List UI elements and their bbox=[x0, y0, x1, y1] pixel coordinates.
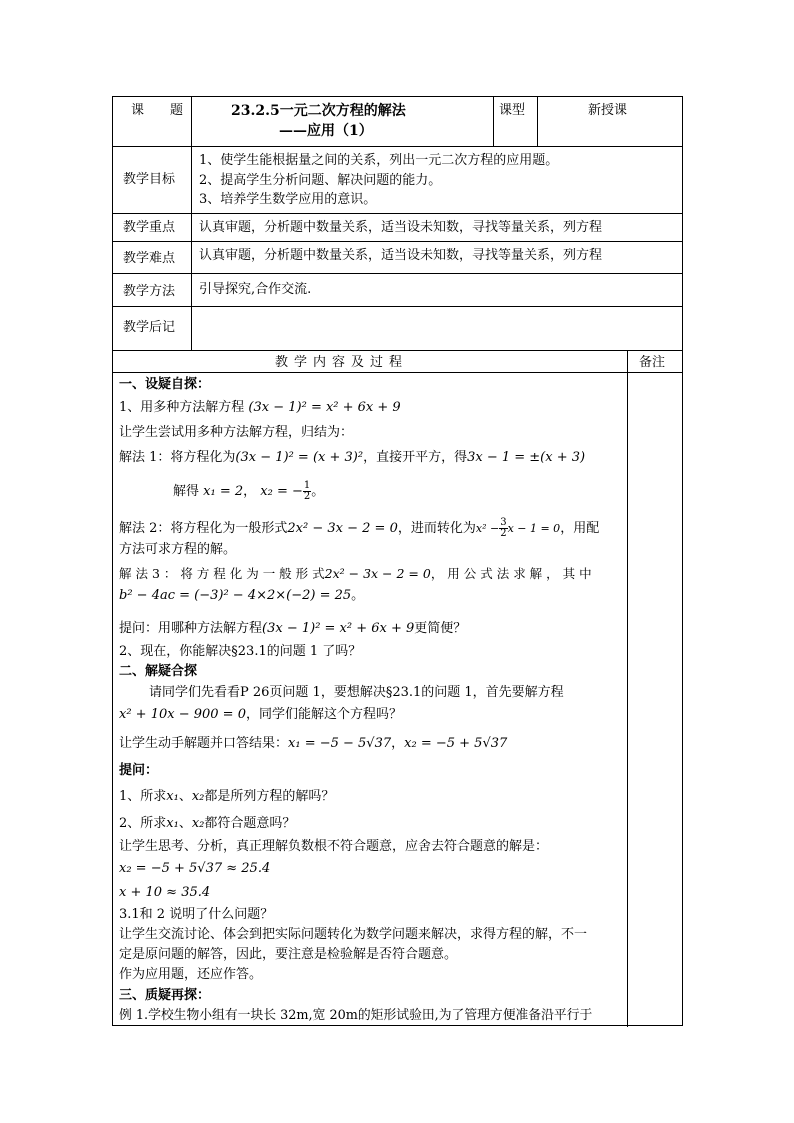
equation: x₁ = −5 − 5√37 bbox=[288, 736, 392, 751]
row-divider bbox=[113, 350, 682, 351]
difficulty-text: 认真审题，分析题中数量关系，适当设未知数，寻找等量关系，列方程 bbox=[199, 248, 603, 263]
equation: (3x − 1)² = x² + 6x + 9 bbox=[248, 400, 401, 415]
method-label: 教学方法 bbox=[123, 284, 176, 299]
row-divider bbox=[113, 306, 682, 307]
body-line: 2、现在，你能解决§23.1的问题 1 了吗？ bbox=[119, 644, 362, 659]
section-heading: 提问： bbox=[119, 763, 159, 778]
column-divider bbox=[191, 97, 192, 350]
lesson-subtitle: ——应用（1） bbox=[279, 123, 373, 139]
type-label: 课型 bbox=[499, 103, 526, 118]
goal-item: 3、培养学生数学应用的意识。 bbox=[199, 192, 377, 207]
equation: b² − 4ac = (−3)² − 4×2×(−2) = 25 bbox=[119, 588, 352, 603]
equation: 2x² − 3x − 2 = 0 bbox=[287, 521, 398, 536]
body-line: 1、用多种方法解方程 (3x − 1)² = x² + 6x + 9 bbox=[119, 400, 401, 415]
body-line: 作为应用题，还应作答。 bbox=[119, 967, 263, 982]
body-line: 方法可求方程的解。 bbox=[119, 542, 237, 557]
equation: x₂ = − bbox=[260, 484, 303, 499]
fraction: $\frac{3}{2}$ bbox=[500, 517, 507, 539]
goal-item: 2、提高学生分析问题、解决问题的能力。 bbox=[199, 173, 442, 188]
equation: x + 10 ≈ 35.4 bbox=[119, 885, 211, 900]
body-line: 解法 2：将方程化为一般形式2x² − 3x − 2 = 0，进而转化为x² − $\frac{3}{2}$ x − 1 = 0，用配 bbox=[119, 517, 600, 539]
body-line: 例 1.学校生物小组有一块长 32m,宽 20m的矩形试验田,为了管理方便准备沿平行于 bbox=[119, 1008, 593, 1023]
body-line: 定是原问题的解答，因此，要注意是检验解是否符合题意。 bbox=[119, 947, 458, 962]
body-line: 解法 1：将方程化为(3x − 1)² = (x + 3)²，直接开平方，得3x − 1 = ±(x + 3) bbox=[119, 450, 586, 465]
equation: x₂ = −5 + 5√37 ≈ 25.4 bbox=[119, 861, 271, 876]
row-divider bbox=[113, 146, 682, 147]
content-title: 教学内容及过程 bbox=[275, 355, 409, 370]
notes-label: 教学后记 bbox=[123, 320, 176, 335]
remark-label: 备注 bbox=[639, 355, 666, 370]
lesson-plan-table bbox=[112, 96, 683, 1026]
body-line: 解得 x₁ = 2， x₂ = − $\frac{1}{2}$ 。 bbox=[173, 480, 325, 502]
equation: x² − bbox=[475, 522, 500, 535]
body-line: 3.1和 2 说明了什么问题？ bbox=[119, 907, 274, 922]
method-text: 引导探究,合作交流. bbox=[199, 282, 312, 297]
course-label: 课 题 bbox=[131, 103, 184, 118]
difficulty-label: 教学难点 bbox=[123, 251, 176, 266]
lesson-title: 23.2.5一元二次方程的解法 bbox=[231, 103, 406, 119]
body-line: 让学生动手解题并口答结果：x₁ = −5 − 5√37，x₂ = −5 + 5√37 bbox=[119, 736, 508, 751]
column-divider bbox=[627, 350, 628, 1027]
section-heading: 二、解疑合探 bbox=[119, 664, 198, 679]
goal-item: 1、使学生能根据量之间的关系，列出一元二次方程的应用题。 bbox=[199, 153, 559, 168]
section-heading: 一、设疑自探： bbox=[119, 377, 211, 392]
equation: x₂ = −5 + 5√37 bbox=[404, 736, 508, 751]
body-line: 请同学们先看看P 26页问题 1，要想解决§23.1的问题 1，首先要解方程 bbox=[149, 685, 564, 700]
row-divider bbox=[113, 213, 682, 214]
body-line: 让学生尝试用多种方法解方程，归结为： bbox=[119, 425, 354, 440]
equation: x − 1 = 0 bbox=[507, 522, 561, 535]
equation: (3x − 1)² = (x + 3)² bbox=[235, 450, 364, 465]
key-label: 教学重点 bbox=[123, 220, 176, 235]
body-line: x² + 10x − 900 = 0，同学们能解这个方程吗？ bbox=[119, 707, 402, 722]
column-divider bbox=[537, 97, 538, 146]
body-line: b² − 4ac = (−3)² − 4×2×(−2) = 25。 bbox=[119, 588, 365, 603]
equation: (3x − 1)² = x² + 6x + 9 bbox=[262, 621, 415, 636]
fraction: $\frac{1}{2}$ bbox=[303, 480, 311, 502]
body-line: 2、所求x₁、x₂都符合题意吗？ bbox=[119, 816, 296, 831]
body-line: 让学生交流讨论、体会到把实际问题转化为数学问题来解决，求得方程的解，不一 bbox=[119, 927, 588, 942]
body-line: 解 法 3 ： 将 方 程 化 为 一 般 形 式2x² − 3x − 2 = 0， 用 公 式 法 求 解 ， 其 中 bbox=[119, 566, 592, 581]
equation: 2x² − 3x − 2 = 0 bbox=[324, 566, 431, 581]
column-divider bbox=[493, 97, 494, 146]
body-line: 让学生思考、分析，真正理解负数根不符合题意，应舍去符合题意的解是： bbox=[119, 839, 549, 854]
key-text: 认真审题，分析题中数量关系，适当设未知数，寻找等量关系，列方程 bbox=[199, 220, 603, 235]
section-heading: 三、质疑再探： bbox=[119, 988, 211, 1003]
equation: x² + 10x − 900 = 0 bbox=[119, 707, 246, 722]
type-value: 新授课 bbox=[588, 103, 628, 118]
equation: x₁ = 2 bbox=[203, 484, 244, 499]
row-divider bbox=[113, 241, 682, 242]
row-divider bbox=[113, 372, 682, 373]
row-divider bbox=[113, 273, 682, 274]
equation: 3x − 1 = ±(x + 3) bbox=[467, 450, 586, 465]
body-line: 提问：用哪种方法解方程(3x − 1)² = x² + 6x + 9更简便？ bbox=[119, 621, 467, 636]
body-line: 1、所求x₁、x₂都是所列方程的解吗？ bbox=[119, 789, 335, 804]
goals-label: 教学目标 bbox=[123, 172, 176, 187]
